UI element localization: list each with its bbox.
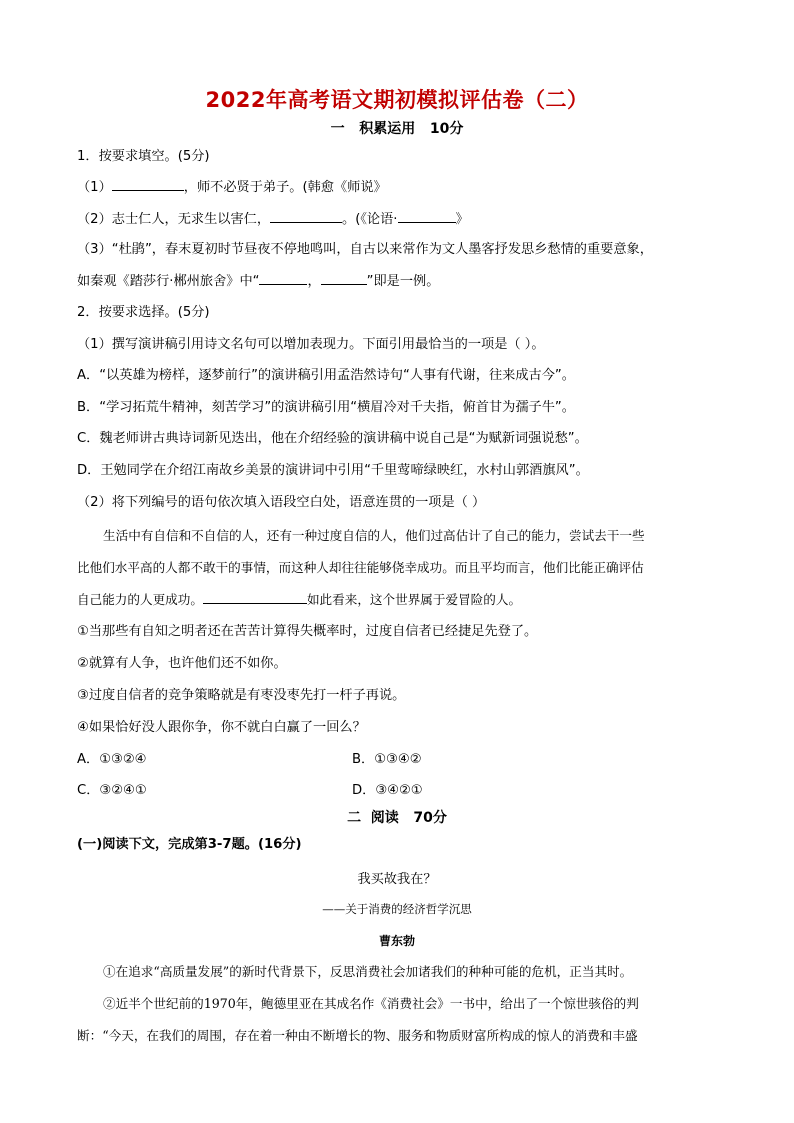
- article-title: 我买故我在？: [357, 872, 437, 887]
- choice-d: D．③④②①: [352, 783, 423, 798]
- article-para-2-line-2: 断：“今天，在我们的周围，存在着一种由不断增长的物、服务和物质财富所构成的惊人的消费和丰盛: [77, 1028, 638, 1043]
- sentence-2: ②就算有人争，也许他们还不如你。: [77, 656, 287, 671]
- q1-item-1-prefix: （1）: [77, 180, 112, 195]
- q1-item-2-text-a: （2）志士仁人，无求生以害仁，: [77, 212, 271, 227]
- reading-heading: (一)阅读下文，完成第3-7题。(16分): [77, 837, 302, 852]
- passage-line-3-text-a: 自己能力的人更成功。: [77, 592, 203, 607]
- choice-c: C．③②④①: [77, 783, 147, 798]
- article-para-1: ①在追求“高质量发展”的新时代背景下，反思消费社会加诸我们的种种可能的危机，正当其时。: [103, 964, 633, 979]
- q1-item-1-text: ，师不必贤于弟子。(韩愈《师说》: [183, 180, 387, 195]
- q1-item-2-text-b: 。(《论语·: [342, 212, 398, 227]
- answer-blank: [321, 272, 367, 285]
- article-para-2-line-1: ②近半个世纪前的1970年，鲍德里亚在其成名作《消费社会》一书中，给出了一个惊世骇俗的判: [103, 996, 639, 1011]
- choice-b: B．①③④②: [352, 752, 422, 767]
- q1-item-3: （3）“杜鹃”，春末夏初时节昼夜不停地鸣叫，自古以来常作为文人墨客抒发思乡愁情的重要意象，: [77, 242, 653, 257]
- q1-item-3-text-b: ，: [307, 274, 321, 289]
- passage-line-3: [77, 591, 521, 609]
- q2-option-d: D．王勉同学在介绍江南故乡美景的演讲词中引用“千里莺啼绿映红，水村山郭酒旗风”。: [77, 463, 589, 478]
- q1-item-2: [77, 210, 469, 229]
- answer-blank: [270, 210, 342, 223]
- q1-item-3-text-c: ”即是一例。: [366, 274, 440, 289]
- q2-part-1: （1）撰写演讲稿引用诗文名句可以增加表现力。下面引用最恰当的一项是（ ）。: [77, 337, 545, 352]
- q1-item-3-cont: [77, 272, 439, 291]
- q2-part-2: （2）将下列编号的语句依次填入语段空白处，语意连贯的一项是（ ）: [77, 495, 486, 510]
- q1-item-1: [77, 178, 387, 197]
- passage-line-3-text-b: 如此看来，这个世界属于爱冒险的人。: [306, 592, 522, 607]
- sentence-3: ③过度自信者的竞争策略就是有枣没枣先打一杆子再说。: [77, 688, 406, 703]
- answer-blank: [112, 178, 184, 191]
- q1-item-3-text-a: 如秦观《踏莎行·郴州旅舍》中“: [77, 274, 260, 289]
- section-heading-2: 二 阅读 70分: [347, 810, 447, 826]
- sentence-1: ①当那些有自知之明者还在苦苦计算得失概率时，过度自信者已经捷足先登了。: [77, 624, 538, 639]
- passage-line-1: 生活中有自信和不自信的人，还有一种过度自信的人，他们过高估计了自己的能力，尝试去干一些: [103, 528, 645, 543]
- article-subtitle: ——关于消费的经济哲学沉思: [322, 902, 472, 916]
- q1-item-2-text-c: 》: [455, 212, 469, 227]
- sentence-4: ④如果恰好没人跟你争，你不就白白赢了一回么？: [77, 720, 366, 735]
- q2-option-c: C．魏老师讲古典诗词新见迭出，他在介绍经验的演讲稿中说自己是“为赋新词强说愁”。: [77, 431, 588, 446]
- answer-blank: [259, 272, 307, 285]
- article-author: 曹东勃: [378, 934, 415, 948]
- passage-line-2: 比他们水平高的人都不敢干的事情，而这种人却往往能够侥幸成功。而且平均而言，他们比能正确评估: [77, 560, 644, 575]
- choice-a: A．①③②④: [77, 752, 147, 767]
- q1-stem: 1．按要求填空。(5分): [77, 149, 210, 164]
- answer-blank: [203, 591, 307, 604]
- exam-title: 2022年高考语文期初模拟评估卷（二）: [205, 88, 589, 112]
- q2-stem: 2．按要求选择。(5分): [77, 305, 210, 320]
- answer-blank: [398, 210, 456, 223]
- section-heading-1: 一 积累运用 10分: [330, 121, 464, 137]
- q2-option-a: A．“以英雄为榜样，逐梦前行”的演讲稿引用孟浩然诗句“人事有代谢，往来成古今”。: [77, 368, 575, 383]
- q2-option-b: B．“学习拓荒牛精神，刻苦学习”的演讲稿引用“横眉冷对千夫指，俯首甘为孺子牛”。: [77, 400, 575, 415]
